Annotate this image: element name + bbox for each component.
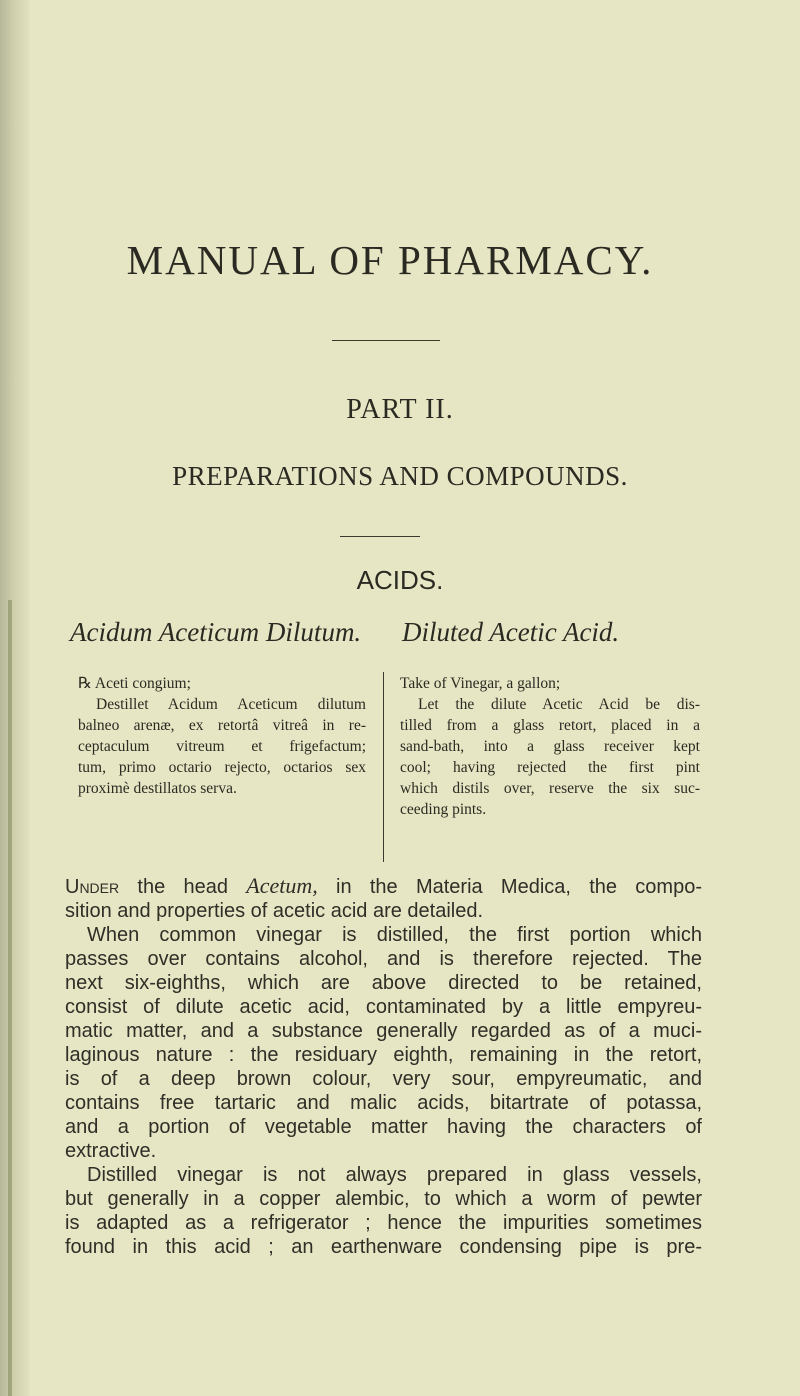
commentary-line: matic matter, and a substance generally regarded as of a muci-: [65, 1020, 702, 1042]
commentary-body: [65, 874, 702, 1259]
title-rule: [332, 340, 440, 341]
english-line: cool; having rejected the first pint: [400, 759, 700, 776]
binding-gutter: [8, 600, 12, 1396]
running-title: MANUAL OF PHARMACY.: [126, 237, 654, 283]
english-line: tilled from a glass retort, placed in a: [400, 717, 700, 734]
lead-word: Under: [65, 876, 120, 898]
column-divider: [383, 672, 384, 862]
italic-term: Acetum,: [246, 873, 318, 898]
subsection-title: ACIDS.: [356, 565, 444, 595]
english-line: ceeding pints.: [400, 801, 487, 818]
english-line: which distils over, reserve the six suc-: [400, 780, 700, 797]
section-rule: [340, 536, 420, 537]
latin-line: tum, primo octario rejecto, octarios sex: [78, 759, 366, 776]
first-line-text: the head: [119, 876, 247, 898]
latin-line: ℞ Aceti congium;: [78, 675, 191, 692]
english-line: Let the dilute Acetic Acid be dis-: [418, 696, 700, 713]
commentary-line: contains free tartaric and malic acids, bitartrate of potassa,: [65, 1092, 702, 1114]
page-edge-shadow: [0, 0, 30, 1396]
commentary-line: extractive.: [65, 1140, 157, 1162]
english-formula-column: [400, 673, 700, 820]
section-title: PREPARATIONS AND COMPOUNDS.: [172, 461, 628, 491]
commentary-line: is of a deep brown colour, very sour, empyreumatic, and: [65, 1068, 702, 1090]
english-heading: Diluted Acetic Acid.: [402, 617, 620, 647]
commentary-line: sition and properties of acetic acid are detailed.: [65, 900, 484, 922]
english-line: Take of Vinegar, a gallon;: [400, 675, 561, 692]
commentary-line: When common vinegar is distilled, the first portion which: [87, 924, 702, 946]
latin-heading: Acidum Aceticum Dilutum.: [70, 617, 362, 647]
english-line: sand-bath, into a glass receiver kept: [400, 738, 700, 755]
commentary-line: laginous nature : the residuary eighth, remaining in the retort,: [65, 1044, 702, 1066]
latin-line: proximè destillatos serva.: [78, 780, 237, 797]
commentary-line: next six-eighths, which are above directed to be retained,: [65, 972, 702, 994]
commentary-line: but generally in a copper alembic, to which a worm of pewter: [65, 1188, 702, 1210]
commentary-line: and a portion of vegetable matter having the characters of: [65, 1116, 702, 1138]
commentary-line: Distilled vinegar is not always prepared in glass vessels,: [87, 1164, 702, 1186]
commentary-line: passes over contains alcohol, and is therefore rejected. The: [65, 948, 702, 970]
commentary-line: is adapted as a refrigerator ; hence the impurities sometimes: [65, 1212, 702, 1234]
part-title: PART II.: [346, 394, 454, 425]
commentary-line: consist of dilute acetic acid, contaminated by a little empyreu-: [65, 996, 702, 1018]
latin-formula-column: [78, 673, 366, 799]
commentary-first-line: [65, 874, 702, 899]
latin-line: ceptaculum vitreum et frigefactum;: [78, 738, 366, 755]
commentary-line: found in this acid ; an earthenware condensing pipe is pre-: [65, 1236, 702, 1258]
latin-line: balneo arenæ, ex retortâ vitreâ in re-: [78, 717, 366, 734]
latin-line: Destillet Acidum Aceticum dilutum: [96, 696, 366, 713]
first-line-rest: in the Materia Medica, the compo-: [317, 876, 702, 898]
